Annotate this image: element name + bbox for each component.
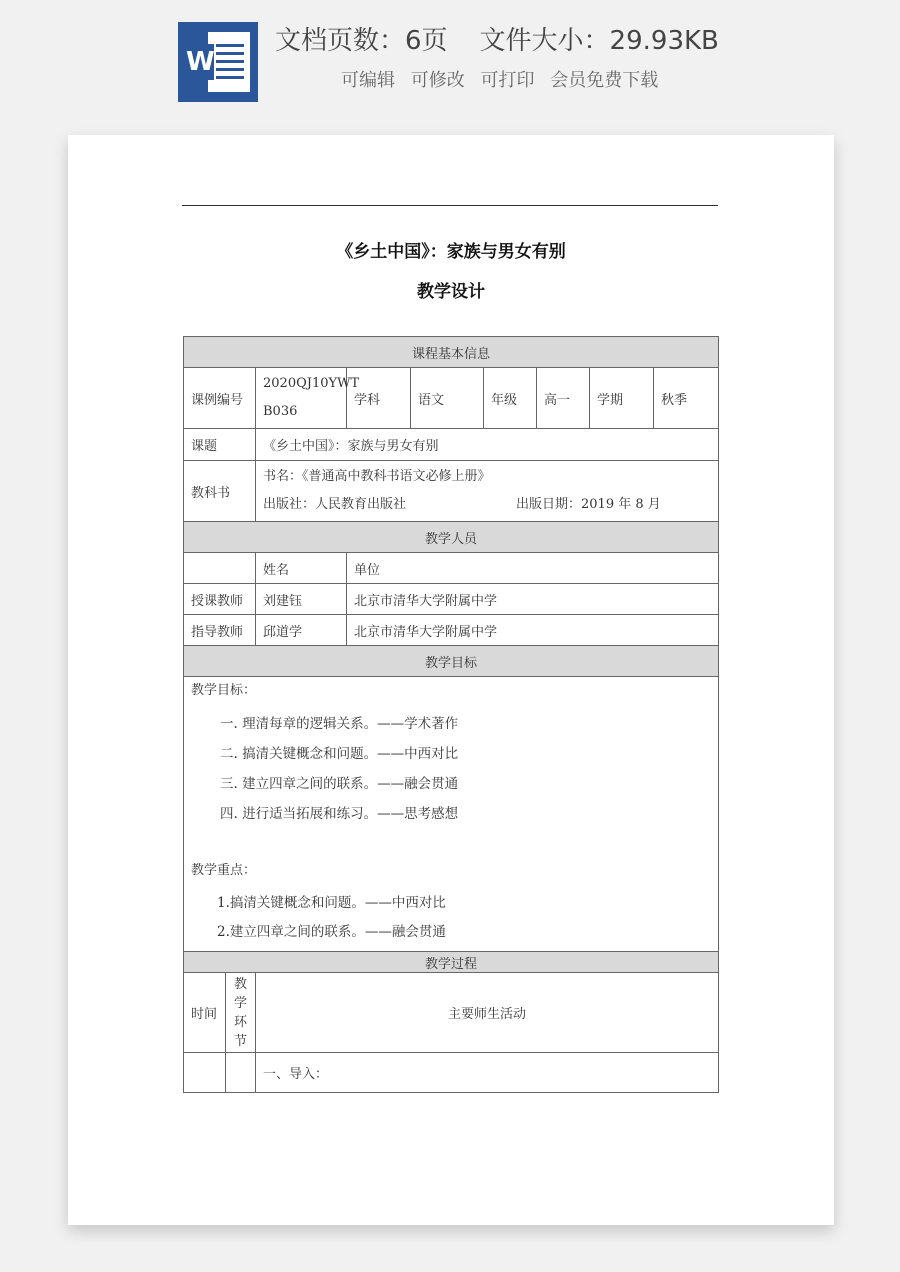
publish-date: 出版日期：2019 年 8 月 (516, 497, 661, 512)
doc-tags (341, 66, 658, 92)
teacher-unit: 北京市清华大学附属中学 (347, 584, 719, 615)
tag-printable: 可打印 (480, 70, 535, 91)
goal-item: 四. 进行适当拓展和练习。——思考感想 (220, 806, 459, 822)
col-activity-header: 主要师生活动 (256, 973, 719, 1053)
grade-value: 高一 (537, 368, 590, 429)
topic-label: 课题 (184, 429, 256, 461)
section-basic-info: 课程基本信息 (184, 337, 719, 368)
term-value: 秋季 (654, 368, 719, 429)
goals-block (184, 677, 719, 952)
page-count: 文档页数：6页 (275, 26, 448, 56)
tag-free-download: 会员免费下载 (550, 70, 659, 91)
goal-item: 一. 理清每章的逻辑关系。——学术著作 (220, 716, 459, 732)
publisher: 出版社：人民教育出版社 (263, 497, 407, 512)
course-code-line1: 2020QJ10YWT (263, 376, 360, 391)
section-staff: 教学人员 (184, 522, 719, 553)
key-points-label: 教学重点： (191, 863, 257, 878)
doc-info (275, 20, 735, 57)
icon-letter: W (186, 44, 214, 80)
tag-modifiable: 可修改 (410, 70, 465, 91)
course-code-line2: B036 (263, 404, 298, 419)
header-rule (182, 205, 718, 206)
doc-title: 《乡土中国》：家族与男女有别 (336, 242, 566, 262)
doc-subtitle: 教学设计 (417, 282, 485, 302)
word-document-icon (178, 22, 258, 102)
textbook-name: 书名：《普通高中教科书语文必修上册》 (263, 469, 491, 484)
lesson-plan-table (183, 336, 719, 1093)
mentor-name: 邱道学 (256, 615, 347, 646)
textbook-publish-line (263, 491, 711, 519)
key-point-item: 2.建立四章之间的联系。——融会贯通 (217, 924, 446, 940)
file-size: 文件大小：29.93KB (479, 26, 719, 56)
goal-item: 二. 搞清关键概念和问题。——中西对比 (220, 746, 459, 762)
process-time-cell (184, 1053, 226, 1093)
goals-label: 教学目标： (191, 683, 257, 698)
col-unit-header: 单位 (347, 553, 719, 584)
process-first-step: 一、导入： (256, 1053, 719, 1093)
mentor-unit: 北京市清华大学附属中学 (347, 615, 719, 646)
key-point-item: 1.搞清关键概念和问题。——中西对比 (217, 895, 446, 911)
goal-item: 三. 建立四章之间的联系。——融会贯通 (220, 776, 459, 792)
textbook-info (256, 461, 719, 522)
teacher-label: 授课教师 (184, 584, 256, 615)
col-time-header: 时间 (184, 973, 226, 1053)
tag-editable: 可编辑 (341, 70, 395, 91)
grade-label: 年级 (484, 368, 537, 429)
col-stage-text: 教学环节 (234, 976, 248, 1049)
download-banner (0, 0, 900, 115)
document-page (68, 135, 834, 1225)
section-process: 教学过程 (184, 952, 719, 973)
course-code (256, 368, 360, 429)
col-name-header: 姓名 (256, 553, 347, 584)
course-code-label: 课例编号 (184, 368, 256, 429)
subject-label: 学科 (347, 368, 411, 429)
topic-value: 《乡土中国》：家族与男女有别 (256, 429, 719, 461)
process-stage-cell (226, 1053, 256, 1093)
section-goals: 教学目标 (184, 646, 719, 677)
term-label: 学期 (590, 368, 654, 429)
teacher-name: 刘建钰 (256, 584, 347, 615)
col-stage-header (226, 973, 256, 1053)
subject-value: 语文 (411, 368, 484, 429)
mentor-label: 指导教师 (184, 615, 256, 646)
staff-blank-header (184, 553, 256, 584)
textbook-label: 教科书 (184, 461, 256, 522)
